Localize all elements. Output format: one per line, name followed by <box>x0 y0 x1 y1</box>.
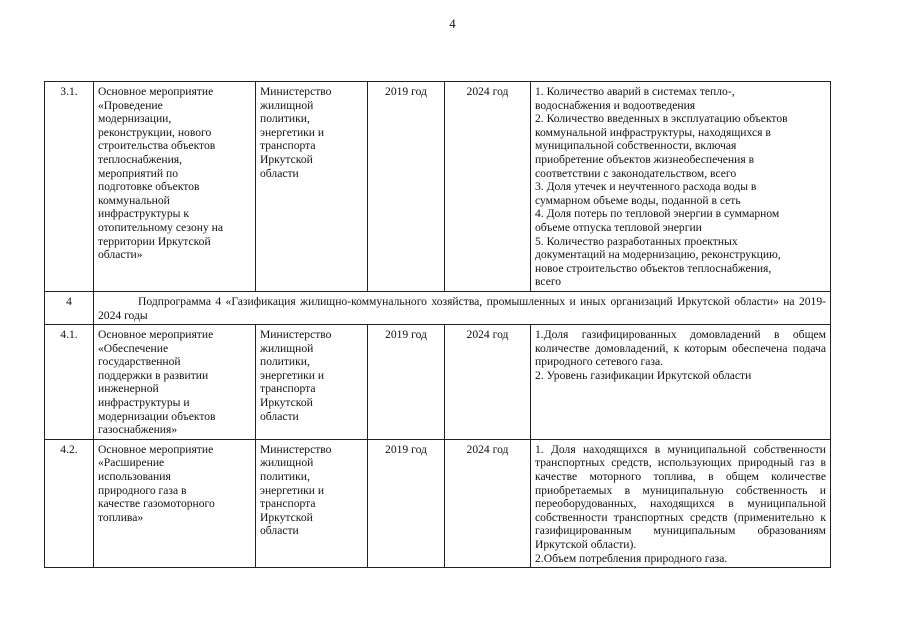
text-line: политики, <box>260 355 310 369</box>
text-line: суммарном объеме воды, поданной в сеть <box>535 193 741 207</box>
text-line: строительства объектов <box>98 139 216 153</box>
activity-cell <box>94 325 256 440</box>
text-line: приобретение объектов жизнеобеспечения в <box>535 152 755 166</box>
text-line: области <box>260 524 299 538</box>
text-line: поддержки в развитии <box>98 368 209 382</box>
text-line: соответствии с законодательством, всего <box>535 166 737 180</box>
table-row <box>45 439 831 567</box>
indicators-cell <box>531 439 831 567</box>
text-line: модернизации объектов <box>98 409 216 423</box>
text-line: водоснабжения и водоотведения <box>535 98 696 112</box>
text-line: энергетики и <box>260 125 325 139</box>
text-line: 1. Количество аварий в системах тепло-, <box>535 85 735 98</box>
text-line: качестве газомоторного <box>98 497 215 511</box>
text-line: Основное мероприятие <box>98 328 214 342</box>
text-line: инфраструктуры и <box>98 396 190 410</box>
text-line: мероприятий по <box>98 166 178 180</box>
text-line: 2.Объем потребления природного газа. <box>535 551 728 565</box>
text-line: Иркутской <box>260 152 313 166</box>
text-line: Министерство <box>260 85 332 98</box>
text-line: газоснабжения» <box>98 423 178 437</box>
text-line: области <box>260 166 299 180</box>
text-line: 3. Доля утечек и неучтенного расхода воды в <box>535 180 757 194</box>
text-line: реконструкции, нового <box>98 125 212 139</box>
text-line: использования <box>98 470 171 484</box>
text-line: теплоснабжения, <box>98 152 183 166</box>
text-line: подготовке объектов <box>98 180 200 194</box>
executor-cell <box>256 439 368 567</box>
text-line: документаций на модернизацию, реконструкцию, <box>535 248 781 262</box>
text-line: области <box>260 409 299 423</box>
activity-cell <box>94 82 256 292</box>
text-line: энергетики и <box>260 483 325 497</box>
text-line: Иркутской <box>260 510 313 524</box>
text-line: муниципальной собственности, включая <box>535 139 737 153</box>
row-number: 3.1. <box>45 82 94 292</box>
text-line: Основное мероприятие <box>98 442 214 456</box>
text-line: территории Иркутской <box>98 234 211 248</box>
text-line: 5. Количество разработанных проектных <box>535 234 738 248</box>
end-year-cell: 2024 год <box>445 439 531 567</box>
text-line: области» <box>98 248 143 262</box>
row-number: 4.2. <box>45 439 94 567</box>
text-line: топлива» <box>98 510 144 524</box>
text-line: 1.Доля газифицированных домовладений в общем количестве домовладений, к которым обеспечена подача природного сетевого газа. <box>535 328 826 369</box>
executor-cell <box>256 82 368 292</box>
text-line: жилищной <box>260 341 314 355</box>
text-line: природного газа в <box>98 483 187 497</box>
text-line: модернизации, <box>98 112 172 126</box>
text-line: отопительному сезону на <box>98 220 223 234</box>
end-year-cell: 2024 год <box>445 325 531 440</box>
page-number: 4 <box>449 17 456 31</box>
program-table <box>44 81 831 568</box>
text-line: инженерной <box>98 382 159 396</box>
table-row <box>45 82 831 292</box>
activity-cell <box>94 439 256 567</box>
indicators-cell <box>531 82 831 292</box>
text-line: коммунальной инфраструктуры, находящихся в <box>535 125 771 139</box>
text-line: «Расширение <box>98 456 165 470</box>
text-line: «Обеспечение <box>98 341 169 355</box>
text-line: Министерство <box>260 328 332 342</box>
indicators-cell <box>531 325 831 440</box>
text-line: транспорта <box>260 139 316 153</box>
text-line: энергетики и <box>260 368 325 382</box>
start-year-cell: 2019 год <box>368 439 445 567</box>
text-line: всего <box>535 275 562 289</box>
text-line: политики, <box>260 112 310 126</box>
text-line: 1. Доля находящихся в муниципальной собственности транспортных средств, использующих природный газ в качестве моторного топлива, в общем количестве приобретаемых в муниципальную собственность и переоборудованных, находящихся в муниципальной собственности транспортных средств (применительно к газифицированным муниципальным образованиям Иркутской области). <box>535 442 826 551</box>
text-line: Иркутской <box>260 396 313 410</box>
text-line: Министерство <box>260 442 332 456</box>
end-year-cell: 2024 год <box>445 82 531 292</box>
start-year-cell: 2019 год <box>368 325 445 440</box>
text-line: государственной <box>98 355 181 369</box>
text-line: 4. Доля потерь по тепловой энергии в суммарном <box>535 207 780 221</box>
text-line: 2. Уровень газификации Иркутской области <box>535 368 752 382</box>
start-year-cell: 2019 год <box>368 82 445 292</box>
text-line: объеме отпуска тепловой энергии <box>535 220 702 234</box>
text-line: коммунальной <box>98 193 170 207</box>
executor-cell <box>256 325 368 440</box>
text-line: политики, <box>260 470 310 484</box>
row-number: 4.1. <box>45 325 94 440</box>
subprogram-row <box>45 291 831 324</box>
text-line: новое строительство объектов теплоснабжения, <box>535 261 772 275</box>
subprogram-number: 4 <box>45 291 94 324</box>
text-line: инфраструктуры к <box>98 207 189 221</box>
text-line: транспорта <box>260 497 316 511</box>
text-line: транспорта <box>260 382 316 396</box>
text-line: Основное мероприятие <box>98 85 214 98</box>
table-row <box>45 325 831 440</box>
text-line: жилищной <box>260 98 314 112</box>
text-line: 2. Количество введенных в эксплуатацию объектов <box>535 112 788 126</box>
text-line: жилищной <box>260 456 314 470</box>
text-line: «Проведение <box>98 98 163 112</box>
subprogram-title: Подпрограмма 4 «Газификация жилищно-коммунального хозяйства, промышленных и иных организаций Иркутской области» на 2019-2024 годы <box>94 291 831 324</box>
